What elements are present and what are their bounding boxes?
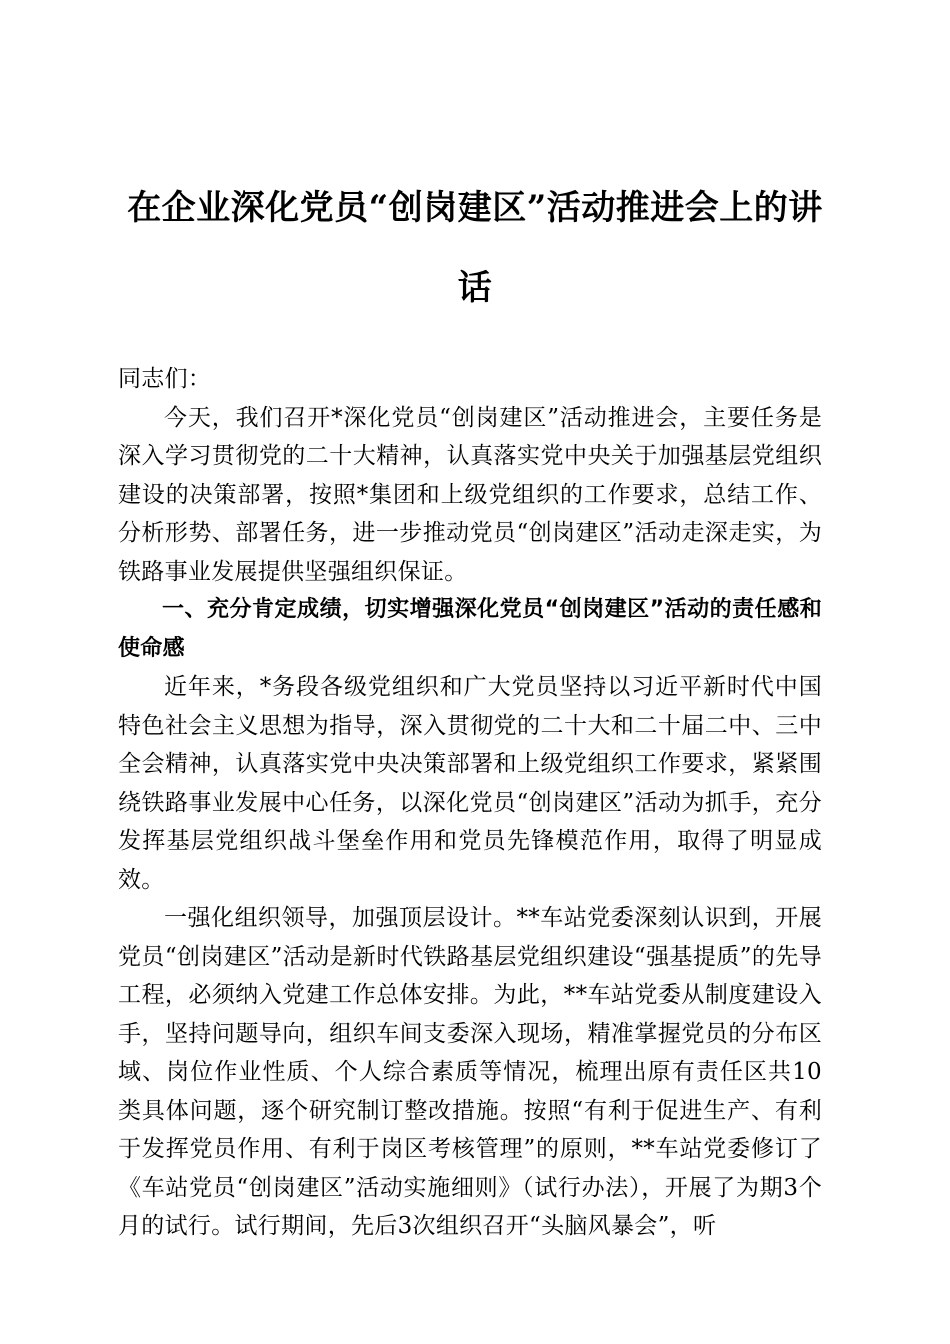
- document-body: [118, 360, 822, 1246]
- section-paragraph: 一强化组织领导，加强顶层设计。**车站党委深刻认识到，开展党员“创岗建区”活动是新时代铁路基层党组织建设“强基提质”的先导工程，必须纳入党建工作总体安排。为此，**车站党委从制度建设入手，坚持问题导向，组织车间支委深入现场，精准掌握党员的分布区域、岗位作业性质、个人综合素质等情况，梳理出原有责任区共10类具体问题，逐个研究制订整改措施。按照“有利于促进生产、有利于发挥党员作用、有利于岗区考核管理”的原则，**车站党委修订了《车站党员“创岗建区”活动实施细则》（试行办法），开展了为期3个月的试行。试行期间，先后3次组织召开“头脑风暴会”，听: [118, 905, 822, 1239]
- section-paragraph: 近年来，*务段各级党组织和广大党员坚持以习近平新时代中国特色社会主义思想为指导，深入贯彻党的二十大和二十届二中、三中全会精神，认真落实党中央决策部署和上级党组织工作要求，紧紧围绕铁路事业发展中心任务，以深化党员“创岗建区”活动为抓手，充分发挥基层党组织战斗堡垒作用和党员先锋模范作用，取得了明显成效。: [118, 674, 822, 893]
- intro-paragraph: 今天，我们召开*深化党员“创岗建区”活动推进会，主要任务是深入学习贯彻党的二十大精神，认真落实党中央关于加强基层党组织建设的决策部署，按照*集团和上级党组织的工作要求，总结工作、分析形势、部署任务，进一步推动党员“创岗建区”活动走深走实，为铁路事业发展提供坚强组织保证。: [118, 404, 822, 585]
- greeting: 同志们：: [118, 366, 212, 392]
- document-title: 在企业深化党员“创岗建区”活动推进会上的讲话: [127, 188, 823, 308]
- section-heading: 一、充分肯定成绩，切实增强深化党员“创岗建区”活动的责任感和使命感: [118, 597, 822, 661]
